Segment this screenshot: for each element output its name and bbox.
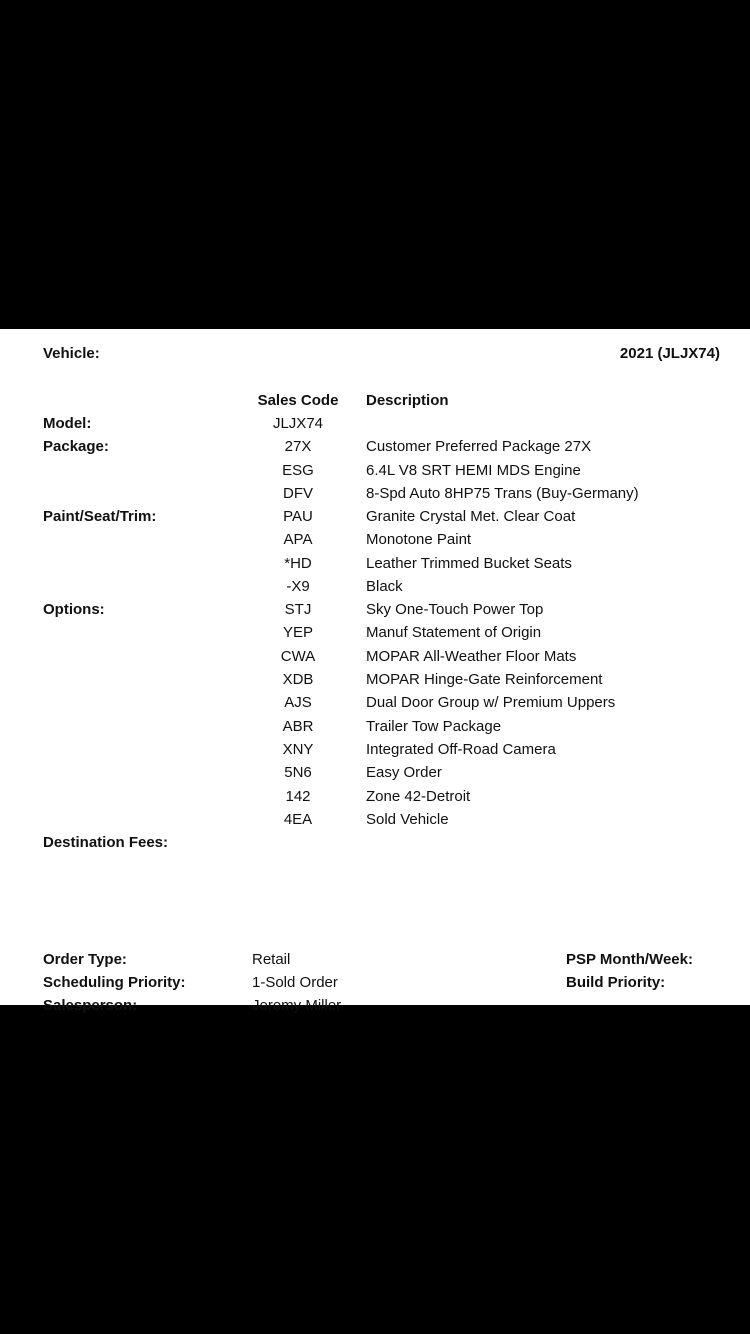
row-code: 4EA — [283, 811, 313, 828]
model-label: Model: — [43, 415, 92, 432]
salesperson-label: Salesperson: — [43, 997, 138, 1014]
psp-month-week-label: PSP Month/Week: — [566, 951, 693, 968]
scheduling-priority-label: Scheduling Priority: — [43, 974, 186, 991]
build-priority-label: Build Priority: — [566, 974, 666, 991]
row-code: XDB — [282, 671, 314, 688]
row-code: JLJX74 — [272, 415, 324, 432]
row-description: Zone 42-Detroit — [366, 788, 471, 805]
row-description: 8-Spd Auto 8HP75 Trans (Buy-Germany) — [366, 485, 639, 502]
row-description: Trailer Tow Package — [366, 718, 502, 735]
row-description: Black — [366, 578, 403, 595]
vehicle-value: 2021 (JLJX74) — [619, 345, 720, 362]
row-code: XNY — [282, 741, 314, 758]
row-description: Easy Order — [366, 764, 442, 781]
paint-seat-trim-label: Paint/Seat/Trim: — [43, 508, 157, 525]
scheduling-priority-value: 1-Sold Order — [252, 974, 338, 991]
row-code: STJ — [284, 601, 312, 618]
row-description: Sold Vehicle — [366, 811, 449, 828]
sales-code-header: Sales Code — [257, 392, 339, 409]
row-code: ABR — [282, 718, 314, 735]
row-description: Manuf Statement of Origin — [366, 624, 542, 641]
row-code: 5N6 — [284, 764, 312, 781]
row-description: Integrated Off-Road Camera — [366, 741, 556, 758]
row-description: Customer Preferred Package 27X — [366, 438, 592, 455]
row-code: YEP — [282, 624, 313, 641]
row-description: MOPAR All-Weather Floor Mats — [366, 648, 577, 665]
row-description: Sky One-Touch Power Top — [366, 601, 544, 618]
destination-fees-label: Destination Fees: — [43, 834, 169, 851]
row-code: APA — [283, 531, 313, 548]
row-code: *HD — [284, 555, 312, 572]
row-description: MOPAR Hinge-Gate Reinforcement — [366, 671, 603, 688]
row-code: ESG — [282, 462, 314, 479]
options-label: Options: — [43, 601, 105, 618]
salesperson-value: Jeremy Miller — [252, 997, 342, 1014]
row-code: 142 — [285, 788, 311, 805]
row-code: -X9 — [286, 578, 310, 595]
order-type-value: Retail — [252, 951, 291, 968]
package-label: Package: — [43, 438, 109, 455]
row-description: 6.4L V8 SRT HEMI MDS Engine — [366, 462, 581, 479]
row-description: Leather Trimmed Bucket Seats — [366, 555, 572, 572]
row-code: CWA — [280, 648, 316, 665]
row-description: Monotone Paint — [366, 531, 472, 548]
description-header: Description — [366, 392, 449, 409]
row-description: Dual Door Group w/ Premium Uppers — [366, 694, 616, 711]
row-description: Granite Crystal Met. Clear Coat — [366, 508, 576, 525]
row-code: AJS — [284, 694, 312, 711]
row-code: PAU — [283, 508, 313, 525]
order-document — [0, 329, 750, 1014]
row-code: 27X — [284, 438, 312, 455]
order-type-label: Order Type: — [43, 951, 127, 968]
row-code: DFV — [283, 485, 313, 502]
vehicle-label: Vehicle: — [43, 345, 100, 362]
